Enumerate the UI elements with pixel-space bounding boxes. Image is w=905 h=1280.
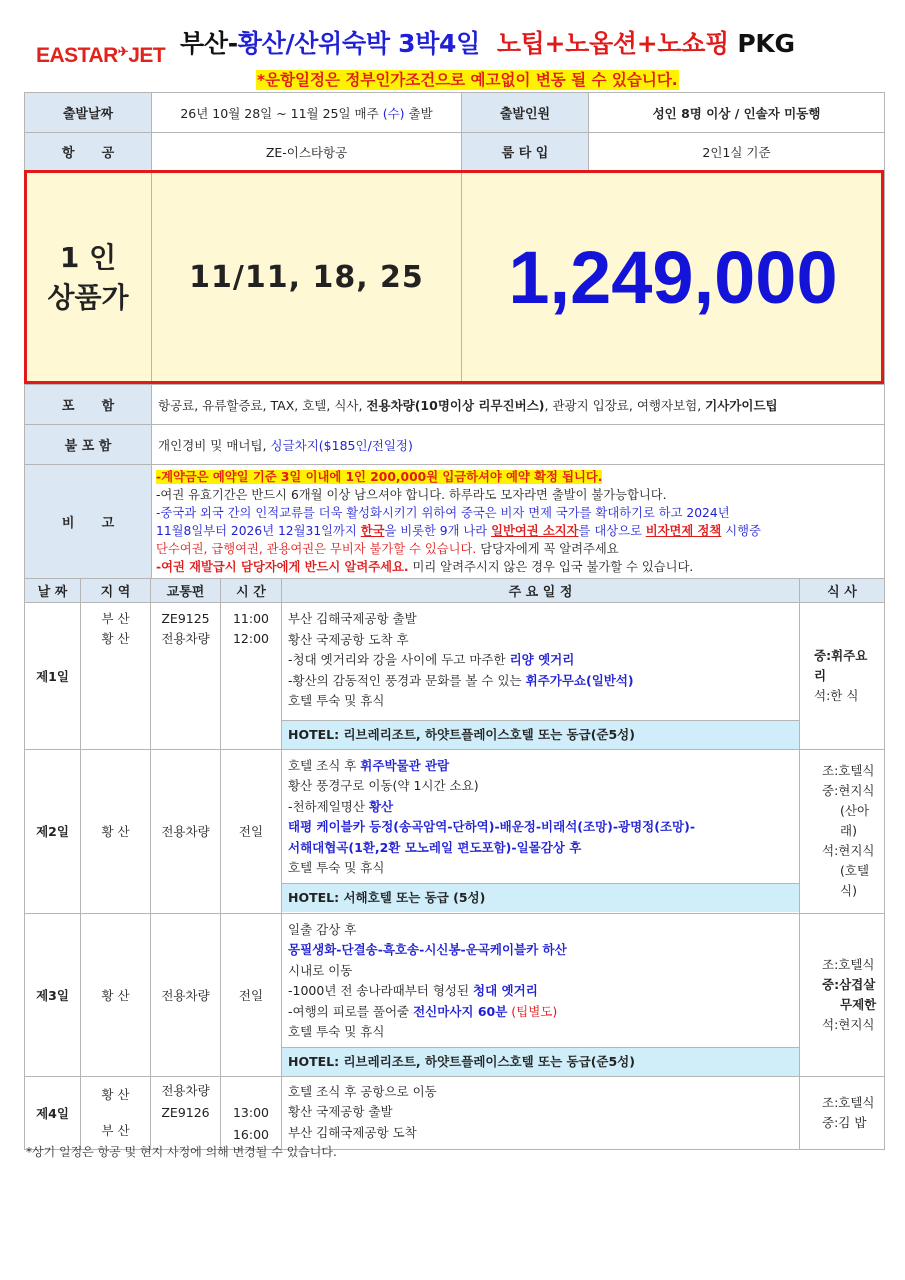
- room-type-label: 룸 타 입: [462, 133, 589, 171]
- day-label: 제1일: [25, 603, 81, 750]
- region: 황 산: [81, 749, 151, 913]
- page-title: 부산-황산/산위숙박 3박4일 노팁+노옵션+노쇼핑 PKG: [180, 29, 795, 58]
- departure-people-label: 출발인원: [462, 93, 589, 133]
- col-day: 날 짜: [25, 579, 81, 603]
- transport: 전용차량 ZE9126: [151, 1076, 221, 1149]
- schedule-notice: *운항일정은 정부인가조건으로 예고없이 변동 될 수 있습니다.: [257, 71, 678, 89]
- schedule: 호텔 조식 후 휘주박물관 관람 황산 풍경구로 이동(약 1시간 소요) -천하제일명산 황산 태평 케이블카 등정(송곡암역-단하역)-배운정-비래석(조망)-광명정(조망)- 서해대협곡(1환,2환 모노레일 편도포함)-일몰감상 후 호텔 투숙 및 휴식 HOTEL: 서해호텔 또는 동급 (5성): [282, 749, 800, 913]
- meals: 조:호텔식 중:현지식 (산아래) 석:현지식 (호텔식): [800, 749, 885, 913]
- schedule: 호텔 조식 후 공항으로 이동 황산 국제공항 출발 부산 김해국제공항 도착: [282, 1076, 800, 1149]
- include-value: 항공료, 유류할증료, TAX, 호텔, 식사, 전용차량(10명이상 리무진버스), 관광지 입장료, 여행자보험, 기사가이드팁: [152, 385, 885, 425]
- table-row: [25, 749, 885, 913]
- meals: 조:호텔식 중:김 밥: [800, 1076, 885, 1149]
- col-transport: 교통편: [151, 579, 221, 603]
- plane-icon: ✈: [117, 44, 129, 59]
- region: 부 산 황 산: [81, 603, 151, 750]
- meals: 중:휘주요리 석:한 식: [800, 603, 885, 750]
- col-region: 지 역: [81, 579, 151, 603]
- table-row: [25, 913, 885, 1076]
- time: 전일: [221, 749, 282, 913]
- hotel-info: HOTEL: 서해호텔 또는 동급 (5성): [282, 883, 799, 912]
- transport: 전용차량: [151, 749, 221, 913]
- departure-people-value: 성인 8명 이상 / 인솔자 미동행: [589, 93, 885, 133]
- day-label: 제3일: [25, 913, 81, 1076]
- exclude-label: 불 포 함: [25, 425, 152, 465]
- include-label: 포 함: [25, 385, 152, 425]
- room-type-value: 2인1실 기준: [589, 133, 885, 171]
- price-label: 1 인 상품가: [25, 171, 152, 385]
- footer-note: *상기 일정은 항공 및 현지 사정에 의해 변경될 수 있습니다.: [26, 1145, 337, 1159]
- transport: ZE9125 전용차량: [151, 603, 221, 750]
- remarks-label: 비 고: [25, 465, 152, 579]
- departure-date-label: 출발날짜: [25, 93, 152, 133]
- region: 황 산 부 산: [81, 1076, 151, 1149]
- info-table: [24, 92, 885, 579]
- price-amount: 1,249,000: [462, 171, 885, 385]
- remarks-value: -계약금은 예약일 기준 3일 이내에 1인 200,000원 입금하셔야 예약 확정 됩니다. -여권 유효기간은 반드시 6개월 이상 남으셔야 합니다. 하루라도 모자라면 출발이 불가능합니다. -중국과 외국 간의 인적교류를 더욱 활성화시키기 위하여 중국은 비자 면제 국가를 확대하기로 하고 2024년 11월8일부터 2026년 12월31일까지 한국을 비롯한 9개 나라 일반여권 소지자를 대상으로 비자면제 정책 시행중 단수여권, 급행여권, 관용여권은 무비자 불가할 수 있습니다. 담당자에게 꼭 알려주세요 -여권 재발급시 담당자에게 반드시 알려주세요. 미리 알려주시지 않은 경우 입국 불가할 수 있습니다.: [152, 465, 885, 579]
- time: 13:00 16:00: [221, 1076, 282, 1149]
- day-label: 제4일: [25, 1076, 81, 1149]
- time: 11:00 12:00: [221, 603, 282, 750]
- schedule: 일출 감상 후 몽필생화-단결송-흑호송-시신봉-운곡케이블카 하산 시내로 이동 -1000년 전 송나라때부터 형성된 청대 옛거리 -여행의 피로를 풀어줄 전신마사지 60분 (팁별도) 호텔 투숙 및 휴식 HOTEL: 리브레리조트, 하얏트플레이스호텔 또는 동급(준5성): [282, 913, 800, 1076]
- departure-dates: 11/11, 18, 25: [152, 171, 462, 385]
- airline-value: ZE-이스타항공: [152, 133, 462, 171]
- col-schedule: 주 요 일 정: [282, 579, 800, 603]
- hotel-info: HOTEL: 리브레리조트, 하얏트플레이스호텔 또는 동급(준5성): [282, 720, 799, 749]
- day-label: 제2일: [25, 749, 81, 913]
- hotel-info: HOTEL: 리브레리조트, 하얏트플레이스호텔 또는 동급(준5성): [282, 1047, 799, 1076]
- exclude-value: 개인경비 및 매너팁, 싱글차지($185인/전일정): [152, 425, 885, 465]
- col-time: 시 간: [221, 579, 282, 603]
- table-row: [25, 1076, 885, 1149]
- transport: 전용차량: [151, 913, 221, 1076]
- region: 황 산: [81, 913, 151, 1076]
- schedule: 부산 김해국제공항 출발 황산 국제공항 도착 후 -청대 옛거리와 강을 사이에 두고 마주한 리양 옛거리 -황산의 감동적인 풍경과 문화를 볼 수 있는 휘주가무쇼(일반석) 호텔 투숙 및 휴식 HOTEL: 리브레리조트, 하얏트플레이스호텔 또는 동급(준5성): [282, 603, 800, 750]
- table-row: [25, 603, 885, 750]
- eastar-jet-logo: EASTAR✈JET: [36, 44, 166, 67]
- airline-label: 항 공: [25, 133, 152, 171]
- itinerary-table: [24, 578, 885, 1150]
- meals: 조:호텔식 중:삼겹살 무제한 석:현지식: [800, 913, 885, 1076]
- departure-date-value: 26년 10월 28일 ~ 11월 25일 매주 (수) 출발: [152, 93, 462, 133]
- col-meals: 식 사: [800, 579, 885, 603]
- time: 전일: [221, 913, 282, 1076]
